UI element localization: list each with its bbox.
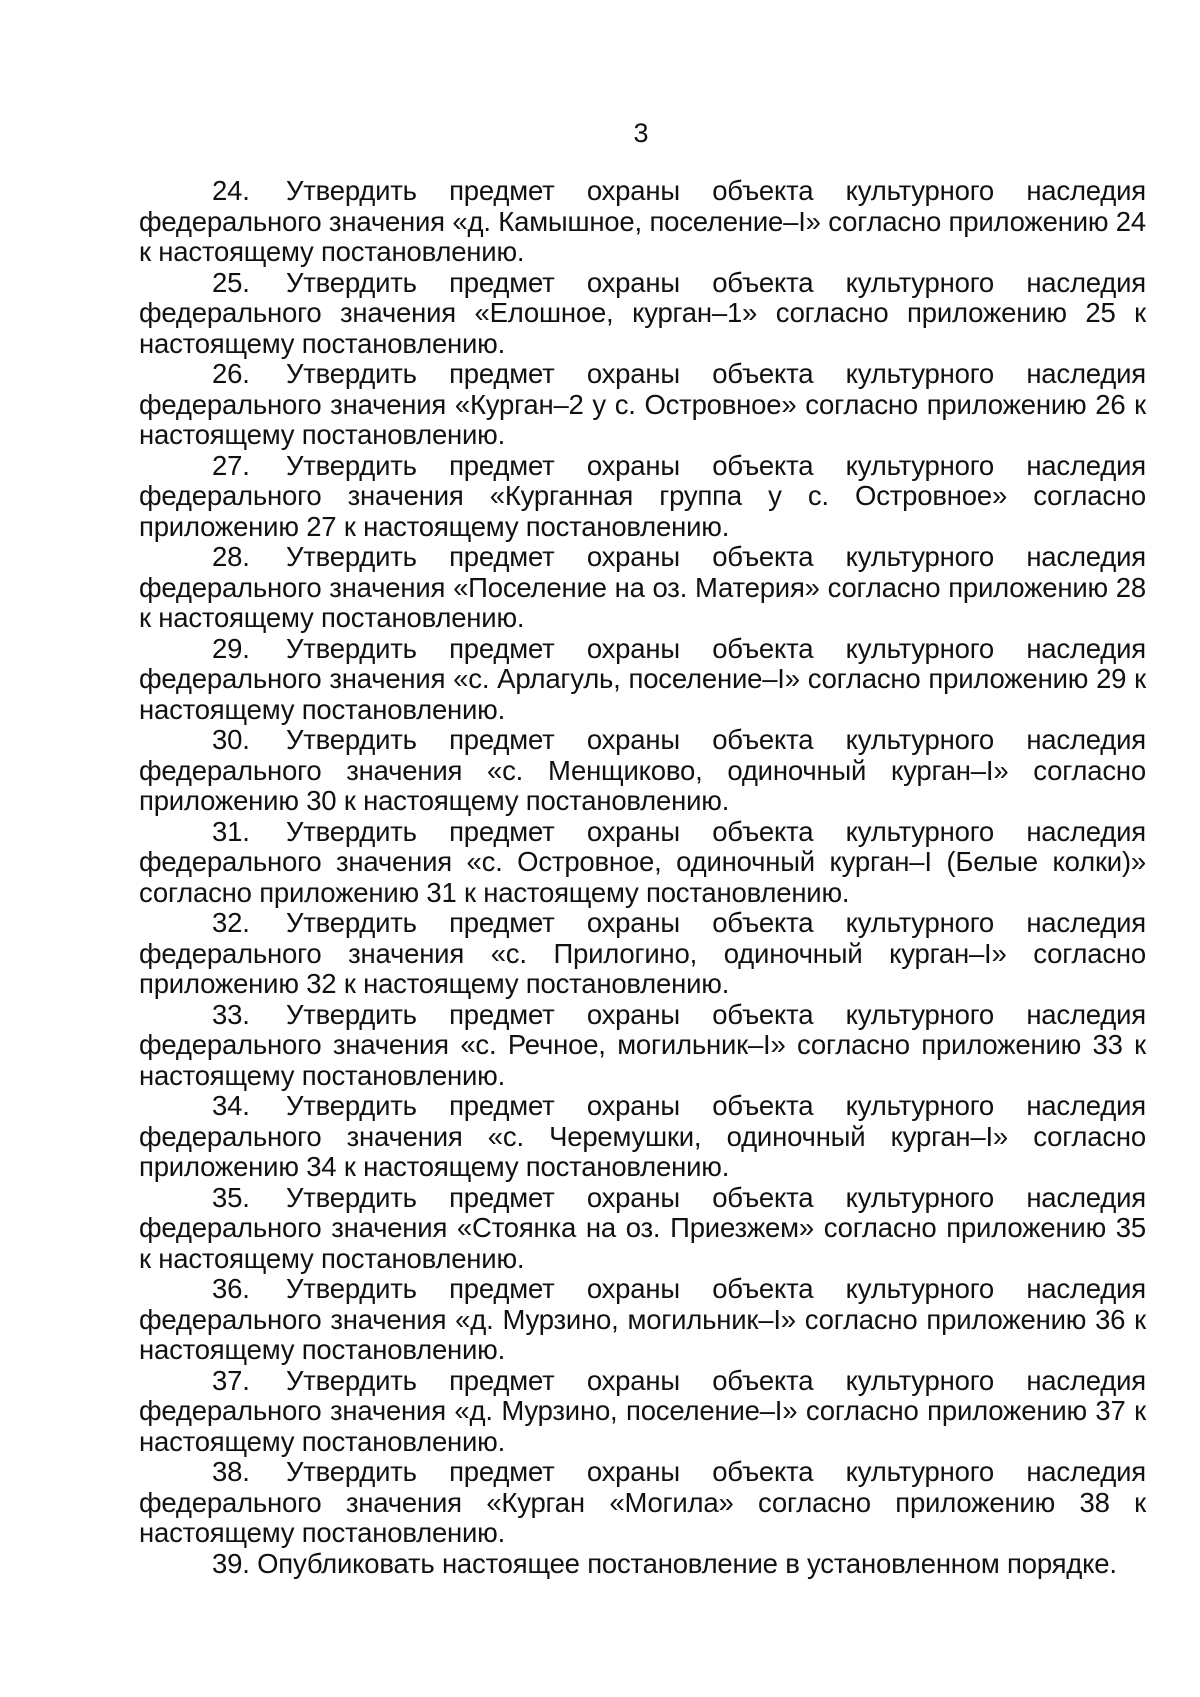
clause-text: Утвердить предмет охраны объекта культурного наследия федерального значения «с. Речное, могильник–I» согласно приложению 33 к настоящему постановлению. — [139, 998, 1146, 1091]
clause-35 — [139, 1183, 1146, 1275]
clause-28 — [139, 542, 1146, 634]
clause-text: Утвердить предмет охраны объекта культурного наследия федерального значения «д. Мурзино, поселение–I» согласно приложению 37 к настоящему постановлению. — [139, 1364, 1146, 1457]
clause-38 — [139, 1457, 1146, 1549]
clause-text: Утвердить предмет охраны объекта культурного наследия федерального значения «с. Черемушки, одиночный курган–I» согласно приложению 34 к настоящему постановлению. — [139, 1090, 1146, 1182]
clause-text: Утвердить предмет охраны объекта культурного наследия федерального значения «Курган «Могила» согласно приложению 38 к настоящему постановлению. — [139, 1456, 1146, 1548]
clause-text: Утвердить предмет охраны объекта культурного наследия федерального значения «Курган–2 у с. Островное» согласно приложению 26 к настоящему постановлению. — [139, 358, 1146, 450]
clause-text: Утвердить предмет охраны объекта культурного наследия федерального значения «Стоянка на оз. Приезжем» согласно приложению 35 к настоящему постановлению. — [139, 1181, 1146, 1274]
clause-27 — [139, 451, 1146, 543]
clause-text: Утвердить предмет охраны объекта культурного наследия федерального значения «Елошное, курган–1» согласно приложению 25 к настоящему постановлению. — [139, 266, 1146, 359]
clause-number: 27. — [212, 449, 250, 481]
clause-number: 25. — [212, 266, 250, 298]
clause-number: 32. — [212, 907, 250, 938]
document-body — [139, 176, 1146, 1579]
clause-text: Утвердить предмет охраны объекта культурного наследия федерального значения «с. Арлагуль, поселение–I» согласно приложению 29 к настоящему постановлению. — [139, 632, 1146, 725]
clause-34 — [139, 1091, 1146, 1183]
clause-number: 37. — [212, 1364, 250, 1396]
clause-text: Утвердить предмет охраны объекта культурного наследия федерального значения «Поселение на оз. Материя» согласно приложению 28 к настоящему постановлению. — [139, 541, 1146, 633]
clause-number: 29. — [212, 632, 250, 664]
clause-25 — [139, 268, 1146, 360]
page-number: 3 — [633, 118, 649, 148]
clause-number: 31. — [212, 815, 250, 847]
clause-number: 34. — [212, 1090, 250, 1121]
clause-number: 35. — [212, 1181, 250, 1213]
clause-30 — [139, 725, 1146, 817]
clause-text: Утвердить предмет охраны объекта культурного наследия федерального значения «Курганная группа у с. Островное» согласно приложению 27 к настоящему постановлению. — [139, 449, 1146, 542]
clause-number: 28. — [212, 541, 250, 572]
clause-31 — [139, 817, 1146, 909]
clause-number: 24. — [212, 175, 250, 206]
clause-24 — [139, 176, 1146, 268]
clause-number: 26. — [212, 358, 250, 389]
clause-number: 36. — [212, 1273, 250, 1304]
clause-text: Утвердить предмет охраны объекта культурного наследия федерального значения «с. Прилогино, одиночный курган–I» согласно приложению 32 к настоящему постановлению. — [139, 907, 1146, 999]
clause-text: Утвердить предмет охраны объекта культурного наследия федерального значения «с. Менщиково, одиночный курган–I» согласно приложению 30 к настоящему постановлению. — [139, 724, 1146, 816]
clause-36 — [139, 1274, 1146, 1366]
clause-29 — [139, 634, 1146, 726]
clause-number: 30. — [212, 724, 250, 755]
clause-text: Утвердить предмет охраны объекта культурного наследия федерального значения «с. Островное, одиночный курган–I (Белые колки)» согласно приложению 31 к настоящему постановлению. — [139, 815, 1146, 908]
clause-37 — [139, 1366, 1146, 1458]
clause-text: Опубликовать настоящее постановление в установленном порядке. — [257, 1547, 1117, 1579]
clause-26 — [139, 359, 1146, 451]
clause-text: Утвердить предмет охраны объекта культурного наследия федерального значения «д. Камышное, поселение–I» согласно приложению 24 к настоящему постановлению. — [139, 175, 1146, 267]
clause-number: 38. — [212, 1456, 250, 1487]
clause-33 — [139, 1000, 1146, 1092]
clause-32 — [139, 908, 1146, 1000]
clause-number: 39. — [212, 1547, 250, 1579]
clause-39 — [139, 1549, 1146, 1580]
clause-text: Утвердить предмет охраны объекта культурного наследия федерального значения «д. Мурзино, могильник–I» согласно приложению 36 к настоящему постановлению. — [139, 1273, 1146, 1365]
clause-number: 33. — [212, 998, 250, 1030]
